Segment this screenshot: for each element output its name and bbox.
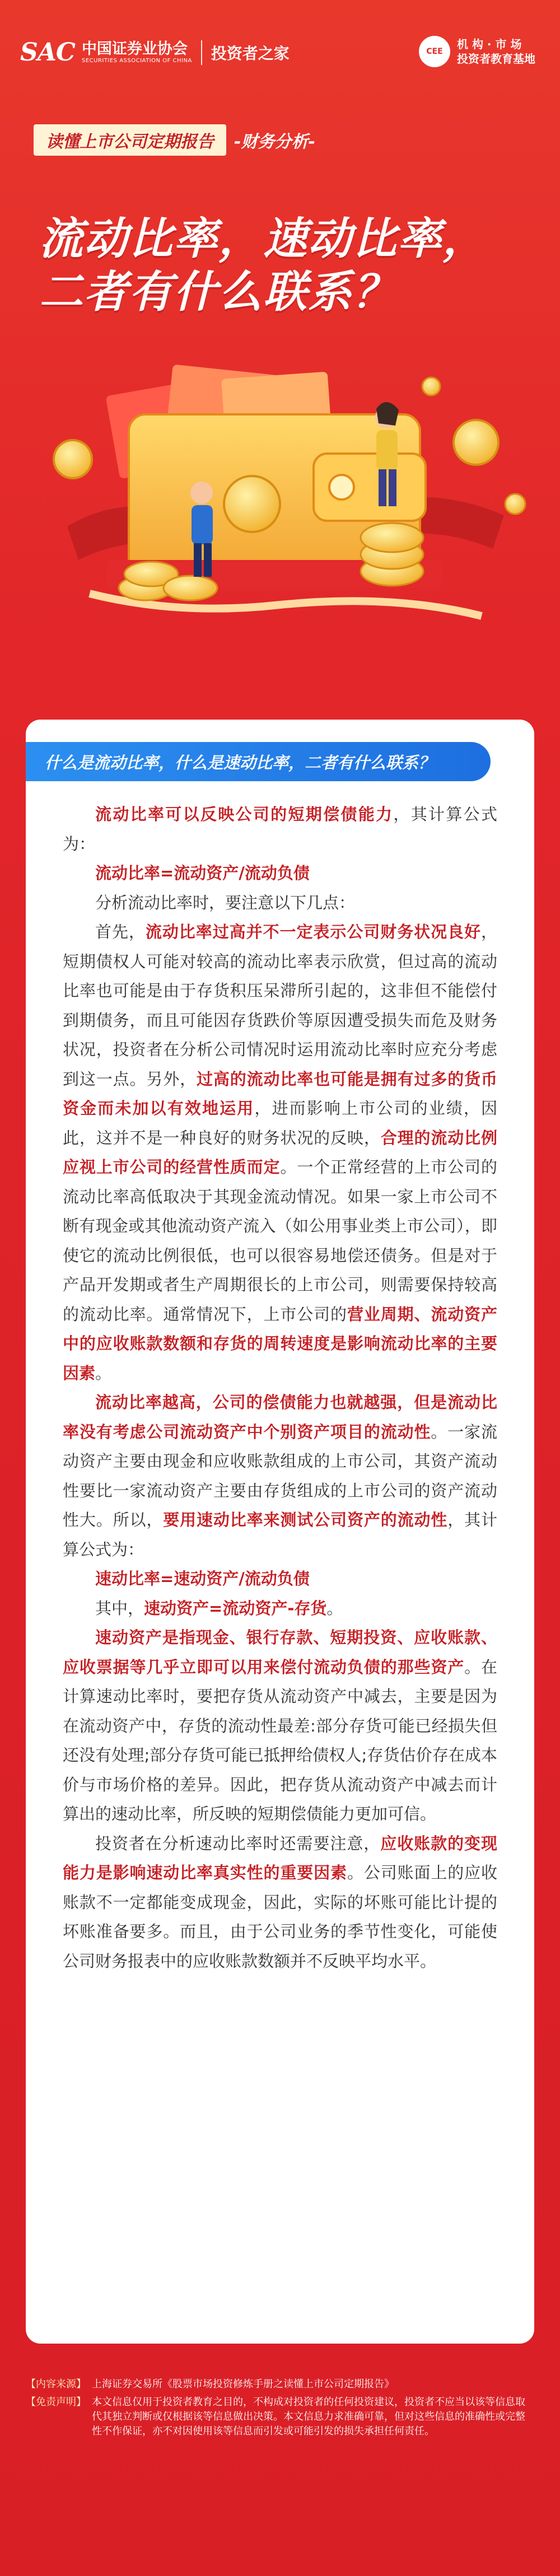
paragraph-first (63, 917, 497, 1388)
emphasis: 过高的流动比率也可能是拥有过多的货币资金而未加以有效地运用 (63, 1069, 497, 1118)
disclaimer-text: 本文信息仅用于投资者教育之目的，不构成对投资者的任何投资建议，投资者不应当以该等信息取代其独立判断或仅根据该等信息做出决策。本文信息力求准确可靠，但对这些信息的准确性或完整性不作保证，亦不对因使用该等信息而引发或可能引发的损失承担任何责任。 (92, 2396, 525, 2437)
emphasis: 流动比率过高并不一定表示公司财务状况良好 (145, 922, 481, 941)
emphasis: 流动比率可以反映公司的短期偿债能力 (95, 805, 394, 824)
paragraph-quick-assets-formula (63, 1594, 497, 1623)
page-title-line2: 二者有什么联系？ (39, 267, 398, 318)
text: 投资者在分析速动比率时还需要注意， (95, 1833, 381, 1853)
content-source (26, 2377, 534, 2392)
text: ，其计算公式为： (63, 1510, 497, 1559)
text: 。一个正常经营的上市公司的流动比率高低取决于其现金流动情况。如果一家上市公司不断有现金或其他流动资产流入（如公用事业类上市公司），即使它的流动比例很低，也可以很容易地偿还债务。但是对于产品开发期或者生产周期很长的上市公司，则需要保持较高的流动比率。通常情况下，上市公司的 (63, 1158, 497, 1324)
sac-mark: SAC (20, 38, 75, 67)
paragraph-notes-intro: 分析流动比率时，要注意以下几点： (95, 893, 356, 912)
sac-logo[interactable] (20, 38, 290, 67)
series-subtitle: -财务分析- (234, 132, 315, 152)
education-base-line2: 投资者教育基地 (457, 52, 535, 66)
formula: 速动资产=流动资产-存货 (144, 1598, 327, 1618)
series-title: 读懂上市公司定期报告 (34, 124, 226, 156)
text: 其中， (95, 1598, 144, 1618)
paragraph-current-ratio (63, 800, 497, 858)
paragraph-quick-assets (63, 1623, 497, 1829)
education-base-icon: CEE (419, 36, 450, 67)
divider (201, 40, 202, 65)
header (0, 0, 560, 106)
text: ，其计算公式为： (63, 805, 497, 853)
text: ，短期债权人可能对较高的流动比率表示欣赏，但过高的流动比率也可能是由于存货积压呆滞所引起的，这非但不能偿付到期债务，而且可能因存货跌价等原因遭受损失而危及财务状况，投资者在分析公司情况时运用流动比率时应充分考虑到这一点。另外， (63, 922, 497, 1089)
association-name-cn: 中国证券业协会 (81, 40, 188, 58)
emphasis: 速动资产是指现金、银行存款、短期投资、应收账款、应收票据等几乎立即可以用来偿付流动负债的那些资产 (63, 1628, 497, 1677)
page-title-line1: 流动比率，速动比率， (39, 214, 488, 264)
emphasis: 要用速动比率来测试公司资产的流动性 (163, 1510, 448, 1529)
education-base-text (457, 37, 535, 66)
emphasis: 应收账款的变现能力是影响速动比率真实性的重要因素 (63, 1833, 497, 1882)
question-heading: 什么是流动比率，什么是速动比率，二者有什么联系？ (26, 742, 491, 781)
source-label: 【内容来源】 (26, 2378, 86, 2390)
source-text: 上海证券交易所《股票市场投资修炼手册之读懂上市公司定期报告》 (92, 2378, 394, 2390)
formula-current-ratio (63, 858, 497, 888)
paragraph-receivables (63, 1829, 497, 1976)
emphasis: 流动比率越高，公司的偿债能力也就越强，但是流动比率没有考虑公司流动资产中个别资产项目的流动性 (63, 1393, 497, 1441)
text: 。在计算速动比率时，要把存货从流动资产中减去，主要是因为在流动资产中，存货的流动性最差:部分存货可能已经损失但还没有处理;部分存货可能已抵押给债权人;存货估价存在成本价与市场价格的差异。因此，把存货从流动资产中减去而计算出的速动比率，所反映的短期偿债能力更加可信。 (63, 1657, 497, 1823)
text: 。 (326, 1598, 343, 1618)
investor-home-label: 投资者之家 (211, 44, 290, 63)
series-banner (34, 124, 315, 156)
text: 。公司账面上的应收账款不一定都能变成现金，因此，实际的坏账可能比计提的坏账准备要多。而且，由于公司业务的季节性变化，可能使公司财务报表中的应收账款数额并不反映平均水平。 (63, 1863, 497, 1971)
emphasis: 合理的流动比例应视上市公司的经营性质而定 (63, 1128, 497, 1177)
page-title (39, 213, 487, 319)
education-base-logo[interactable] (419, 36, 535, 67)
footer (26, 2377, 534, 2442)
association-name (82, 41, 192, 64)
text: 。 (95, 1363, 112, 1383)
disclaimer (26, 2395, 534, 2439)
formula-quick-ratio (63, 1564, 497, 1594)
text: 首先， (95, 922, 146, 941)
content-card (26, 720, 534, 2344)
emphasis: 营业周期、流动资产中的应收账款数额和存货的周转速度是影响流动比率的主要因素 (63, 1304, 497, 1383)
paragraph-liquidity (63, 1388, 497, 1564)
formula: 流动比率=流动资产/流动负债 (95, 864, 310, 883)
wallet-coins-illustration (0, 325, 560, 672)
formula: 速动比率=速动资产/流动负债 (95, 1569, 310, 1588)
text: ，进而影响上市公司的业绩，因此，这并不是一种良好的财务状况的反映， (63, 1099, 497, 1147)
article-body (63, 800, 497, 1976)
education-base-line1: 机 构 · 市 场 (457, 38, 522, 51)
text: 。一家流动资产主要由现金和应收账款组成的上市公司，其资产流动性要比一家流动资产主要由存货组成的上市公司的资产流动性大。所以， (63, 1422, 497, 1529)
association-name-en: SECURITIES ASSOCIATION OF CHINA (81, 57, 192, 64)
disclaimer-label: 【免责声明】 (26, 2396, 86, 2408)
